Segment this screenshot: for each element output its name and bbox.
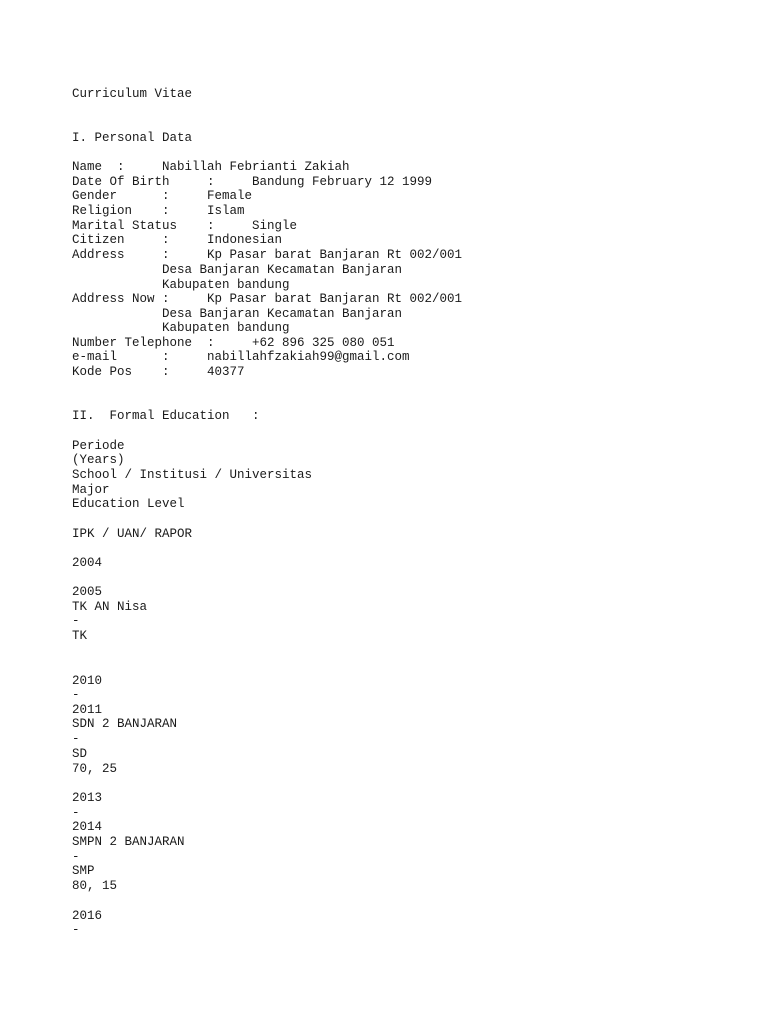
column-header-major: Major — [72, 483, 110, 497]
field-address-line-2: Desa Banjaran Kecamatan Banjaran — [72, 263, 403, 277]
field-marital-status: Marital Status : Single — [72, 219, 298, 233]
field-address-now: Address Now : Kp Pasar barat Banjaran Rt 002/001 — [72, 292, 463, 306]
education-entry-text: SDN 2 BANJARAN — [72, 717, 178, 731]
field-gender: Gender : Female — [72, 189, 253, 203]
section-heading-formal-education: II. Formal Education : — [72, 409, 260, 423]
column-header-education-level: Education Level — [72, 497, 185, 511]
education-entry-text: 2011 — [72, 703, 103, 717]
education-entry-text: - — [72, 850, 80, 864]
field-address-now-line-3: Kabupaten bandung — [72, 321, 290, 335]
education-entry-text: - — [72, 806, 80, 820]
section-heading-personal-data: I. Personal Data — [72, 131, 193, 145]
field-address: Address : Kp Pasar barat Banjaran Rt 002/001 — [72, 248, 463, 262]
field-postal-code: Kode Pos : 40377 — [72, 365, 245, 379]
education-entry-text: - — [72, 923, 80, 937]
education-entry-text: SMPN 2 BANJARAN — [72, 835, 185, 849]
field-citizen: Citizen : Indonesian — [72, 233, 283, 247]
education-entry-text: 2010 — [72, 674, 103, 688]
field-address-now-line-2: Desa Banjaran Kecamatan Banjaran — [72, 307, 403, 321]
field-telephone: Number Telephone : +62 896 325 080 051 — [72, 336, 395, 350]
column-header-years: (Years) — [72, 453, 125, 467]
education-entry-text: TK AN Nisa — [72, 600, 148, 614]
field-date-of-birth: Date Of Birth : Bandung February 12 1999 — [72, 175, 433, 189]
field-religion: Religion : Islam — [72, 204, 245, 218]
education-entry-text: 2013 — [72, 791, 103, 805]
document-title: Curriculum Vitae — [72, 87, 193, 101]
column-header-score: IPK / UAN/ RAPOR — [72, 527, 193, 541]
education-entry-text: 2004 — [72, 556, 103, 570]
education-entry-text: - — [72, 688, 80, 702]
education-entry-text: 70, 25 — [72, 762, 118, 776]
education-entry-text: 2016 — [72, 909, 103, 923]
field-address-line-3: Kabupaten bandung — [72, 278, 290, 292]
column-header-periode: Periode — [72, 439, 125, 453]
education-entry-text: TK — [72, 629, 88, 643]
field-email: e-mail : nabillahfzakiah99@gmail.com — [72, 350, 410, 364]
education-entry-text: SD — [72, 747, 88, 761]
education-entry-text: 2005 — [72, 585, 103, 599]
column-header-school: School / Institusi / Universitas — [72, 468, 313, 482]
education-entry-text: 80, 15 — [72, 879, 118, 893]
education-entry-text: SMP — [72, 864, 95, 878]
education-entry-text: - — [72, 732, 80, 746]
education-entry-text: - — [72, 614, 80, 628]
education-entry-text: 2014 — [72, 820, 103, 834]
field-name: Name : Nabillah Febrianti Zakiah — [72, 160, 350, 174]
